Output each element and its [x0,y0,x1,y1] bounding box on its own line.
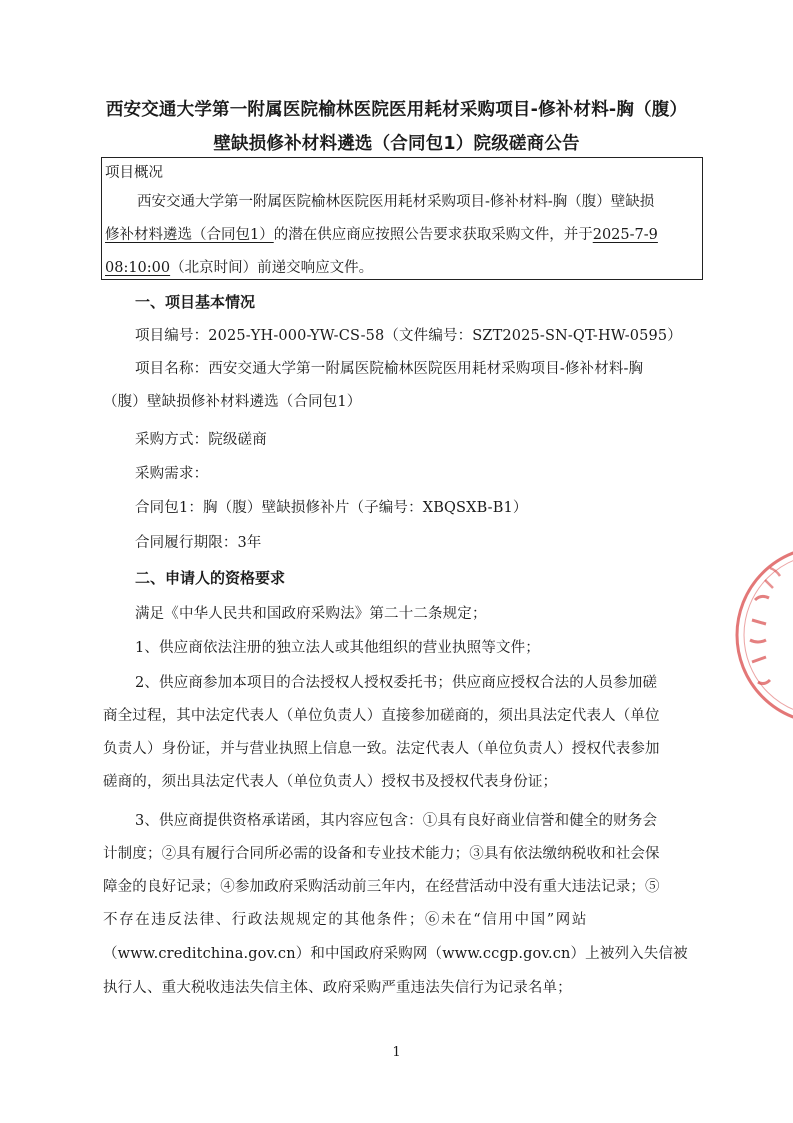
page-number: 1 [392,1045,401,1060]
overview-project-underlined: 修补材料遴选（合同包1） [105,227,274,243]
requirement-3-line-6: 执行人、重大税收违法失信主体、政府采购严重违法失信行为记录名单； [103,980,572,996]
procurement-demand: 采购需求： [135,466,209,482]
project-name-line-1: 项目名称：西安交通大学第一附属医院榆林医院医用耗材采购项目-修补材料-胸 [135,361,644,377]
requirement-3-line-1: 3、供应商提供资格承诺函，其内容应包含：①具有良好商业信誉和健全的财务会 [135,813,658,829]
requirement-1: 1、供应商依法注册的独立法人或其他组织的营业执照等文件； [135,640,540,656]
procurement-method: 采购方式：院级磋商 [135,432,267,448]
contract-period: 合同履行期限：3年 [135,535,262,551]
requirement-2-line-3: 负责人）身份证，并与营业执照上信息一致。法定代表人（单位负责人）授权代表参加 [103,741,660,757]
project-name-line-2: （腹）壁缺损修补材料遴选（合同包1） [103,394,362,410]
requirement-2-line-4: 磋商的，须出具法定代表人（单位负责人）授权书及授权代表身份证； [103,774,558,790]
project-number: 项目编号：2025-YH-000-YW-CS-58（文件编号：SZT2025-SN-QT-HW-0595） [135,328,682,344]
requirement-2-line-1: 2、供应商参加本项目的合法授权人授权委托书；供应商应授权合法的人员参加磋 [135,675,658,691]
requirement-3-line-4: 不存在违反法律、行政法规规定的其他条件；⑥未在“信用中国”网站 [103,912,588,928]
overview-line-2-text: 的潜在供应商应按照公告要求获取采购文件，并于 [273,227,593,243]
procurement-law: 满足《中华人民共和国政府采购法》第二十二条规定； [135,606,487,622]
overview-deadline-date: 2025-7-9 [592,227,658,243]
requirement-3-line-3: 障金的良好记录；④参加政府采购活动前三年内，在经营活动中没有重大违法记录；⑤ [103,879,660,895]
requirement-2-line-2: 商全过程，其中法定代表人（单位负责人）直接参加磋商的，须出具法定代表人（单位 [103,708,660,724]
document-title-line-1: 西安交通大学第一附属医院榆林医院医用耗材采购项目-修补材料-胸（腹） [105,100,688,120]
company-seal-stamp [725,540,793,730]
section-2-heading: 二、申请人的资格要求 [135,569,286,587]
overview-label: 项目概况 [105,165,163,181]
overview-box [101,157,703,280]
overview-line-1: 西安交通大学第一附属医院榆林医院医用耗材采购项目-修补材料-胸（腹）壁缺损 [137,194,655,210]
requirement-3-line-2: 计制度；②具有履行合同所必需的设备和专业技术能力；③具有依法缴纳税收和社会保 [103,846,660,862]
contract-package: 合同包1：胸（腹）壁缺损修补片（子编号：XBQSXB-B1） [135,500,528,516]
overview-deadline-time: 08:10:00 [105,260,171,276]
overview-line-3-text: （北京时间）前递交响应文件。 [170,260,374,276]
overview-line-2 [105,223,658,244]
section-1-heading: 一、项目基本情况 [135,293,256,311]
overview-line-3 [105,256,373,277]
requirement-3-line-5: （www.creditchina.gov.cn）和中国政府采购网（www.ccgp.gov.cn）上被列入失信被 [103,946,688,962]
document-title-line-2: 壁缺损修补材料遴选（合同包1）院级磋商公告 [213,134,580,154]
